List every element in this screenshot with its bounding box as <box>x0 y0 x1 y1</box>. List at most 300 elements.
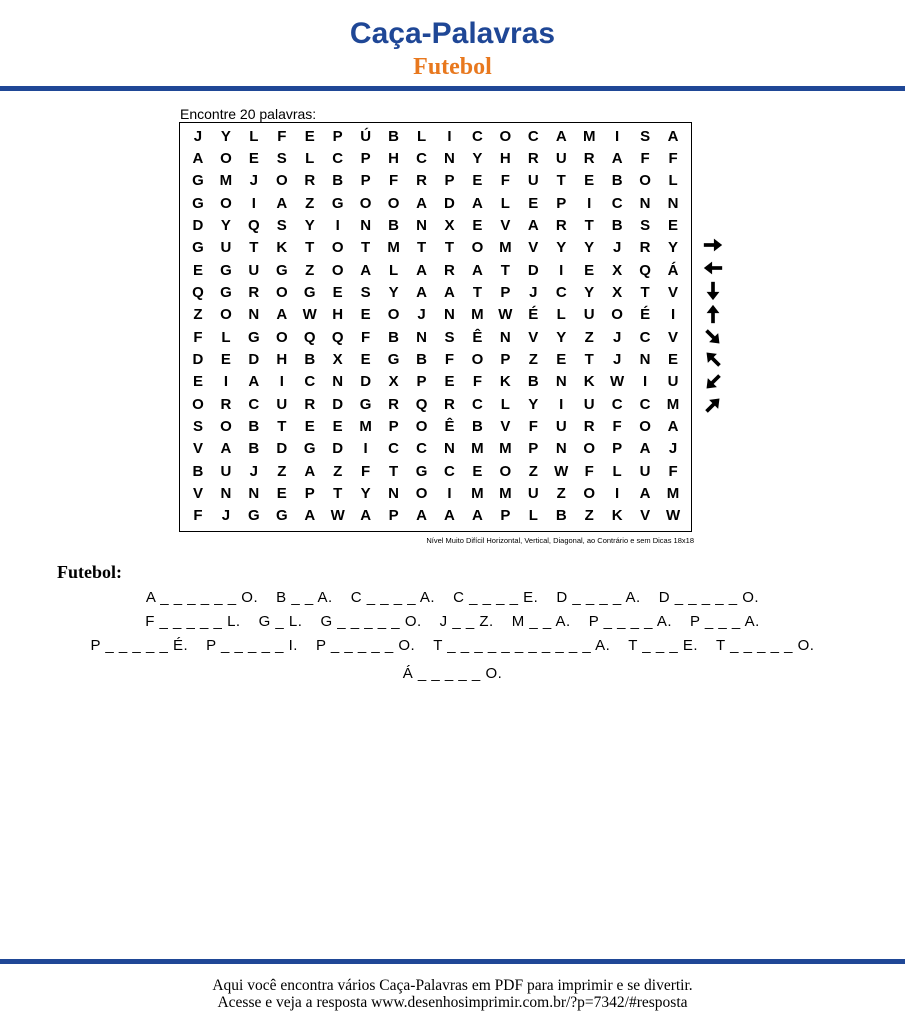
grid-cell: E <box>556 350 567 368</box>
clue-word: P _ _ _ _ _ O. <box>315 637 416 654</box>
grid-cell: Z <box>305 261 315 279</box>
grid-cell: C <box>471 395 483 413</box>
clue-row <box>0 637 905 655</box>
grid-cell: H <box>499 149 511 167</box>
grid-cell: X <box>612 261 623 279</box>
grid-cell: M <box>471 440 484 458</box>
grid-cell: E <box>584 261 595 279</box>
clue-word: B _ _ A. <box>276 589 333 606</box>
grid-cell: Z <box>528 350 538 368</box>
grid-cell: N <box>332 373 344 391</box>
grid-cell: Q <box>248 216 260 234</box>
grid-cell: R <box>639 239 651 257</box>
grid-cell: M <box>582 127 596 145</box>
grid-cell: Q <box>639 261 651 279</box>
grid-cell: K <box>276 239 288 257</box>
grid-cell: L <box>612 462 622 480</box>
grid-cell: J <box>612 328 622 346</box>
grid-cell: P <box>444 172 455 190</box>
grid-cell: A <box>276 194 288 212</box>
grid-cell: R <box>220 395 232 413</box>
grid-cell: B <box>611 172 623 190</box>
grid-cell: A <box>667 127 679 145</box>
grid-cell: C <box>416 149 427 167</box>
grid-cell: O <box>275 283 288 301</box>
grid-cell: U <box>639 462 651 480</box>
grid-cell: Y <box>556 328 567 346</box>
grid-cell: T <box>472 283 482 301</box>
grid-cell: C <box>611 395 623 413</box>
grid-cell: P <box>388 507 399 525</box>
grid-cell: Z <box>584 507 594 525</box>
grid-cell: J <box>417 306 426 324</box>
arrow-down-right-icon <box>700 325 726 348</box>
grid-cell: O <box>639 172 651 190</box>
grid-cell: B <box>555 507 567 525</box>
grid-cell: N <box>248 484 260 502</box>
grid-cell: B <box>471 417 483 435</box>
grid-cell: E <box>360 306 371 324</box>
clue-word: D _ _ _ _ _ O. <box>658 589 760 606</box>
grid-cell: A <box>416 507 427 525</box>
grid-cell: C <box>471 127 483 145</box>
grid-cell: M <box>499 440 512 458</box>
direction-legend <box>700 234 726 416</box>
grid-cell: Z <box>333 462 343 480</box>
grid-cell: P <box>556 194 567 212</box>
grid-cell: A <box>611 149 623 167</box>
grid-cell: I <box>642 373 648 391</box>
grid-cell: R <box>304 172 316 190</box>
grid-cell: N <box>499 328 511 346</box>
arrow-down-icon <box>700 280 726 303</box>
clue-word: P _ _ _ _ _ É. <box>90 637 189 654</box>
clue-word: Á _ _ _ _ _ O. <box>402 665 503 682</box>
grid-cell: A <box>639 484 651 502</box>
grid-cell: Y <box>556 239 567 257</box>
grid-cell: B <box>332 172 344 190</box>
grid-cell: G <box>248 507 260 525</box>
footer-line-1: Aqui você encontra vários Caça-Palavras em PDF para imprimir e se divertir. <box>212 977 693 994</box>
grid-cell: Y <box>360 484 371 502</box>
grid-cell: E <box>304 127 315 145</box>
grid-cell: O <box>220 417 232 435</box>
grid-cell: O <box>220 194 232 212</box>
grid-cell: F <box>361 462 371 480</box>
grid-cell: P <box>332 127 343 145</box>
grid-cell: C <box>444 462 455 480</box>
grid-cell: D <box>527 261 539 279</box>
grid-cell: G <box>303 283 316 301</box>
grid-cell: A <box>304 462 316 480</box>
grid-cell: T <box>584 350 594 368</box>
grid-cell: I <box>615 127 620 145</box>
grid-cell: N <box>444 149 455 167</box>
grid-cell: W <box>665 507 681 525</box>
grid-cell: A <box>444 507 455 525</box>
grid-cell: M <box>499 484 512 502</box>
clue-word: T _ _ _ E. <box>628 637 699 654</box>
grid-cell: C <box>248 395 260 413</box>
clue-word: M _ _ A. <box>511 613 571 630</box>
grid-cell: B <box>248 440 260 458</box>
grid-cell: Z <box>305 194 315 212</box>
grid-cell: C <box>332 149 344 167</box>
clue-row <box>0 589 905 607</box>
grid-cell: N <box>639 194 651 212</box>
grid-cell: S <box>276 216 287 234</box>
grid-cell: I <box>447 484 452 502</box>
page-subtitle: Futebol <box>413 54 492 80</box>
grid-cell: Q <box>303 328 316 346</box>
clue-word: C _ _ _ _ E. <box>453 589 539 606</box>
grid-cell: U <box>248 261 260 279</box>
grid-cell: T <box>640 283 650 301</box>
grid-cell: N <box>639 350 651 368</box>
grid-cell: I <box>670 306 676 324</box>
grid-cell: O <box>415 484 428 502</box>
grid-cell: O <box>583 440 596 458</box>
grid-cell: A <box>304 507 316 525</box>
grid-cell: H <box>388 149 399 167</box>
grid-cell: A <box>192 149 204 167</box>
grid-cell: X <box>444 216 455 234</box>
grid-cell: É <box>528 306 539 324</box>
grid-cell: P <box>500 350 511 368</box>
grid-cell: A <box>360 507 372 525</box>
grid-cell: E <box>332 417 343 435</box>
grid-cell: U <box>667 373 679 391</box>
grid-cell: Y <box>220 127 231 145</box>
grid-cell: C <box>388 440 399 458</box>
grid-cell: L <box>221 328 231 346</box>
clue-word: P _ _ _ _ A. <box>588 613 673 630</box>
grid-cell: W <box>498 306 513 324</box>
grid-cell: B <box>192 462 204 480</box>
grid-cell: P <box>612 440 623 458</box>
grid-cell: E <box>444 373 455 391</box>
grid-cell: A <box>667 417 679 435</box>
grid-cell: W <box>554 462 569 480</box>
grid-cell: V <box>500 216 511 234</box>
grid-cell: T <box>305 239 315 257</box>
grid-cell: G <box>192 194 204 212</box>
grid-cell: V <box>528 239 539 257</box>
grid-cell: U <box>527 172 539 190</box>
grid-cell: N <box>388 484 399 502</box>
grid-cell: V <box>500 417 511 435</box>
grid-cell: S <box>192 417 203 435</box>
grid-cell: O <box>275 172 288 190</box>
grid-cell: Ê <box>472 328 483 346</box>
grid-cell: S <box>360 283 371 301</box>
grid-cell: F <box>388 172 399 190</box>
clue-word: F _ _ _ _ _ L. <box>145 613 241 630</box>
grid-cell: Y <box>668 239 679 257</box>
grid-cell: O <box>331 261 344 279</box>
grid-cell: M <box>471 306 484 324</box>
grid-cell: K <box>499 373 511 391</box>
grid-cell: I <box>559 261 564 279</box>
grid-cell: O <box>499 462 512 480</box>
grid-cell: I <box>447 127 452 145</box>
clue-row <box>0 613 905 631</box>
grid-cell: J <box>249 462 259 480</box>
clue-word: P _ _ _ _ _ I. <box>206 637 298 654</box>
arrow-left-icon <box>700 257 726 280</box>
puzzle-instruction: Encontre 20 palavras: <box>180 106 317 122</box>
grid-cell: F <box>444 350 455 368</box>
grid-cell: P <box>500 507 511 525</box>
grid-cell: Y <box>584 283 595 301</box>
grid-cell: J <box>221 507 231 525</box>
grid-cell: S <box>640 127 651 145</box>
footer-line-2: Acesse e veja a resposta www.desenhosimprimir.com.br/?p=7342/#resposta <box>217 994 688 1011</box>
grid-cell: R <box>527 149 539 167</box>
grid-cell: I <box>559 395 564 413</box>
grid-cell: A <box>639 440 651 458</box>
grid-cell: H <box>332 306 344 324</box>
grid-cell: D <box>192 350 204 368</box>
grid-cell: P <box>500 283 511 301</box>
grid-cell: Y <box>528 395 539 413</box>
grid-cell: A <box>276 306 288 324</box>
clue-word: T _ _ _ _ _ O. <box>716 637 815 654</box>
grid-cell: T <box>444 239 455 257</box>
grid-cell: F <box>612 417 622 435</box>
grid-cell: O <box>192 395 204 413</box>
grid-cell: X <box>332 350 343 368</box>
clue-word: T _ _ _ _ _ _ _ _ _ _ _ A. <box>433 637 611 654</box>
grid-cell: E <box>332 283 343 301</box>
grid-cell: T <box>416 239 427 257</box>
grid-cell: O <box>331 239 344 257</box>
grid-cell: I <box>335 216 340 234</box>
grid-cell: E <box>668 350 679 368</box>
grid-cell: R <box>444 395 455 413</box>
grid-cell: R <box>248 283 260 301</box>
grid-cell: P <box>360 172 371 190</box>
grid-cell: O <box>611 306 623 324</box>
clue-word: G _ L. <box>258 613 303 630</box>
grid-cell: G <box>248 328 260 346</box>
grid-cell: R <box>444 261 455 279</box>
grid-cell: É <box>640 306 651 324</box>
grid-cell: I <box>363 440 368 458</box>
grid-cell: V <box>192 484 203 502</box>
grid-cell: G <box>220 283 232 301</box>
grid-cell: G <box>192 172 204 190</box>
grid-cell: F <box>472 373 482 391</box>
grid-cell: G <box>359 395 372 413</box>
arrow-right-icon <box>700 234 726 257</box>
grid-cell: M <box>359 417 372 435</box>
grid-cell: D <box>248 350 260 368</box>
grid-cell: O <box>583 484 596 502</box>
grid-cell: L <box>500 194 510 212</box>
grid-cell: N <box>220 484 232 502</box>
grid-cell: U <box>583 306 595 324</box>
grid-cell: O <box>387 194 400 212</box>
grid-cell: S <box>640 216 651 234</box>
arrow-down-left-icon <box>700 371 726 394</box>
grid-cell: T <box>584 216 594 234</box>
grid-cell: M <box>219 172 233 190</box>
grid-cell: J <box>668 440 678 458</box>
grid-cell: I <box>587 194 592 212</box>
grid-cell: N <box>248 306 260 324</box>
grid-cell: Á <box>667 261 679 279</box>
grid-cell: B <box>388 216 399 234</box>
grid-cell: Y <box>584 239 595 257</box>
grid-cell: U <box>220 239 232 257</box>
grid-cell: M <box>499 239 512 257</box>
grid-cell: O <box>220 306 232 324</box>
grid-cell: G <box>192 239 204 257</box>
grid-cell: E <box>472 216 483 234</box>
grid-cell: N <box>555 373 567 391</box>
grid-cell: W <box>610 373 625 391</box>
grid-cell: O <box>471 239 484 257</box>
grid-cell: Q <box>415 395 428 413</box>
grid-cell: F <box>528 417 538 435</box>
grid-cell: Z <box>556 484 566 502</box>
grid-cell: M <box>471 484 484 502</box>
clue-word: C _ _ _ _ A. <box>350 589 436 606</box>
grid-cell: N <box>444 440 455 458</box>
grid-cell: L <box>388 261 399 279</box>
grid-cell: B <box>416 350 427 368</box>
grid-cell: A <box>360 261 372 279</box>
grid-cell: G <box>387 350 400 368</box>
grid-cell: L <box>668 172 678 190</box>
grid-cell: J <box>529 283 538 301</box>
grid-cell: U <box>583 395 595 413</box>
grid-cell: F <box>277 127 287 145</box>
grid-cell: O <box>275 328 288 346</box>
grid-cell: O <box>639 417 651 435</box>
grid-cell: R <box>583 417 595 435</box>
grid-cell: Y <box>304 216 315 234</box>
grid-cell: Z <box>277 462 287 480</box>
grid-cell: N <box>444 306 455 324</box>
grid-cell: Z <box>528 462 538 480</box>
grid-cell: R <box>388 395 399 413</box>
grid-cell: Z <box>193 306 203 324</box>
grid-cell: L <box>416 127 427 145</box>
grid-cell: A <box>471 261 483 279</box>
grid-cell: F <box>668 462 678 480</box>
grid-cell: L <box>249 127 259 145</box>
grid-cell: G <box>415 462 428 480</box>
grid-cell: L <box>305 149 315 167</box>
grid-cell: G <box>220 261 232 279</box>
grid-cell: D <box>276 440 288 458</box>
grid-cell: O <box>387 306 400 324</box>
top-divider <box>0 86 905 91</box>
grid-cell: V <box>668 283 679 301</box>
grid-cell: Q <box>331 328 344 346</box>
grid-cell: D <box>332 440 344 458</box>
grid-cell: E <box>472 172 483 190</box>
grid-cell: D <box>192 216 204 234</box>
grid-cell: B <box>248 417 260 435</box>
grid-cell: X <box>612 283 623 301</box>
grid-cell: T <box>500 261 510 279</box>
grid-cell: V <box>192 440 203 458</box>
grid-cell: D <box>332 395 344 413</box>
grid-cell: Ê <box>444 417 455 435</box>
page-title: Caça-Palavras <box>349 17 556 50</box>
grid-cell: E <box>192 373 203 391</box>
grid-cell: A <box>444 283 455 301</box>
clue-word: J _ _ Z. <box>439 613 494 630</box>
grid-cell: J <box>249 172 259 190</box>
grid-cell: J <box>612 239 622 257</box>
grid-cell: V <box>528 328 539 346</box>
clue-row <box>0 665 905 683</box>
grid-cell: L <box>556 306 566 324</box>
grid-cell: J <box>612 350 622 368</box>
grid-cell: M <box>387 239 400 257</box>
grid-cell: R <box>304 395 316 413</box>
word-search-grid <box>179 122 692 532</box>
grid-cell: C <box>555 283 567 301</box>
grid-cell: F <box>584 462 594 480</box>
grid-cell: O <box>499 127 512 145</box>
grid-cell: B <box>388 127 399 145</box>
grid-cell: R <box>416 172 427 190</box>
grid-cell: Y <box>472 149 483 167</box>
grid-cell: C <box>611 194 623 212</box>
arrow-up-right-icon <box>700 394 726 417</box>
grid-cell: E <box>584 172 595 190</box>
grid-cell: G <box>275 507 288 525</box>
grid-cell: O <box>471 350 484 368</box>
grid-cell: C <box>639 395 651 413</box>
grid-cell: E <box>304 417 315 435</box>
grid-cell: F <box>500 172 510 190</box>
grid-cell: P <box>304 484 315 502</box>
grid-cell: A <box>471 507 483 525</box>
grid-cell: U <box>527 484 539 502</box>
grid-cell: P <box>528 440 539 458</box>
grid-cell: E <box>192 261 203 279</box>
grid-cell: T <box>249 239 259 257</box>
grid-cell: C <box>639 328 651 346</box>
grid-cell: T <box>556 172 566 190</box>
grid-cell: E <box>668 216 679 234</box>
grid-cell: C <box>416 440 427 458</box>
grid-cell: T <box>361 239 371 257</box>
grid-cell: P <box>360 149 371 167</box>
grid-cell: G <box>275 261 288 279</box>
clues-title: Futebol: <box>57 562 122 582</box>
grid-cell: Y <box>220 216 231 234</box>
difficulty-note: Nível Muito Difícil Horizontal, Vertical, Diagonal, ao Contrário e sem Dicas 18x18 <box>426 536 694 545</box>
grid-cell: K <box>583 373 595 391</box>
grid-cell: F <box>668 149 678 167</box>
grid-cell: F <box>193 328 203 346</box>
grid-cell: E <box>472 462 483 480</box>
grid-cell: U <box>555 417 567 435</box>
clue-word: D _ _ _ _ A. <box>556 589 641 606</box>
grid-cell: T <box>388 462 399 480</box>
grid-cell: E <box>220 350 231 368</box>
grid-cell: B <box>527 373 539 391</box>
grid-cell: F <box>640 149 650 167</box>
grid-cell: A <box>416 194 427 212</box>
